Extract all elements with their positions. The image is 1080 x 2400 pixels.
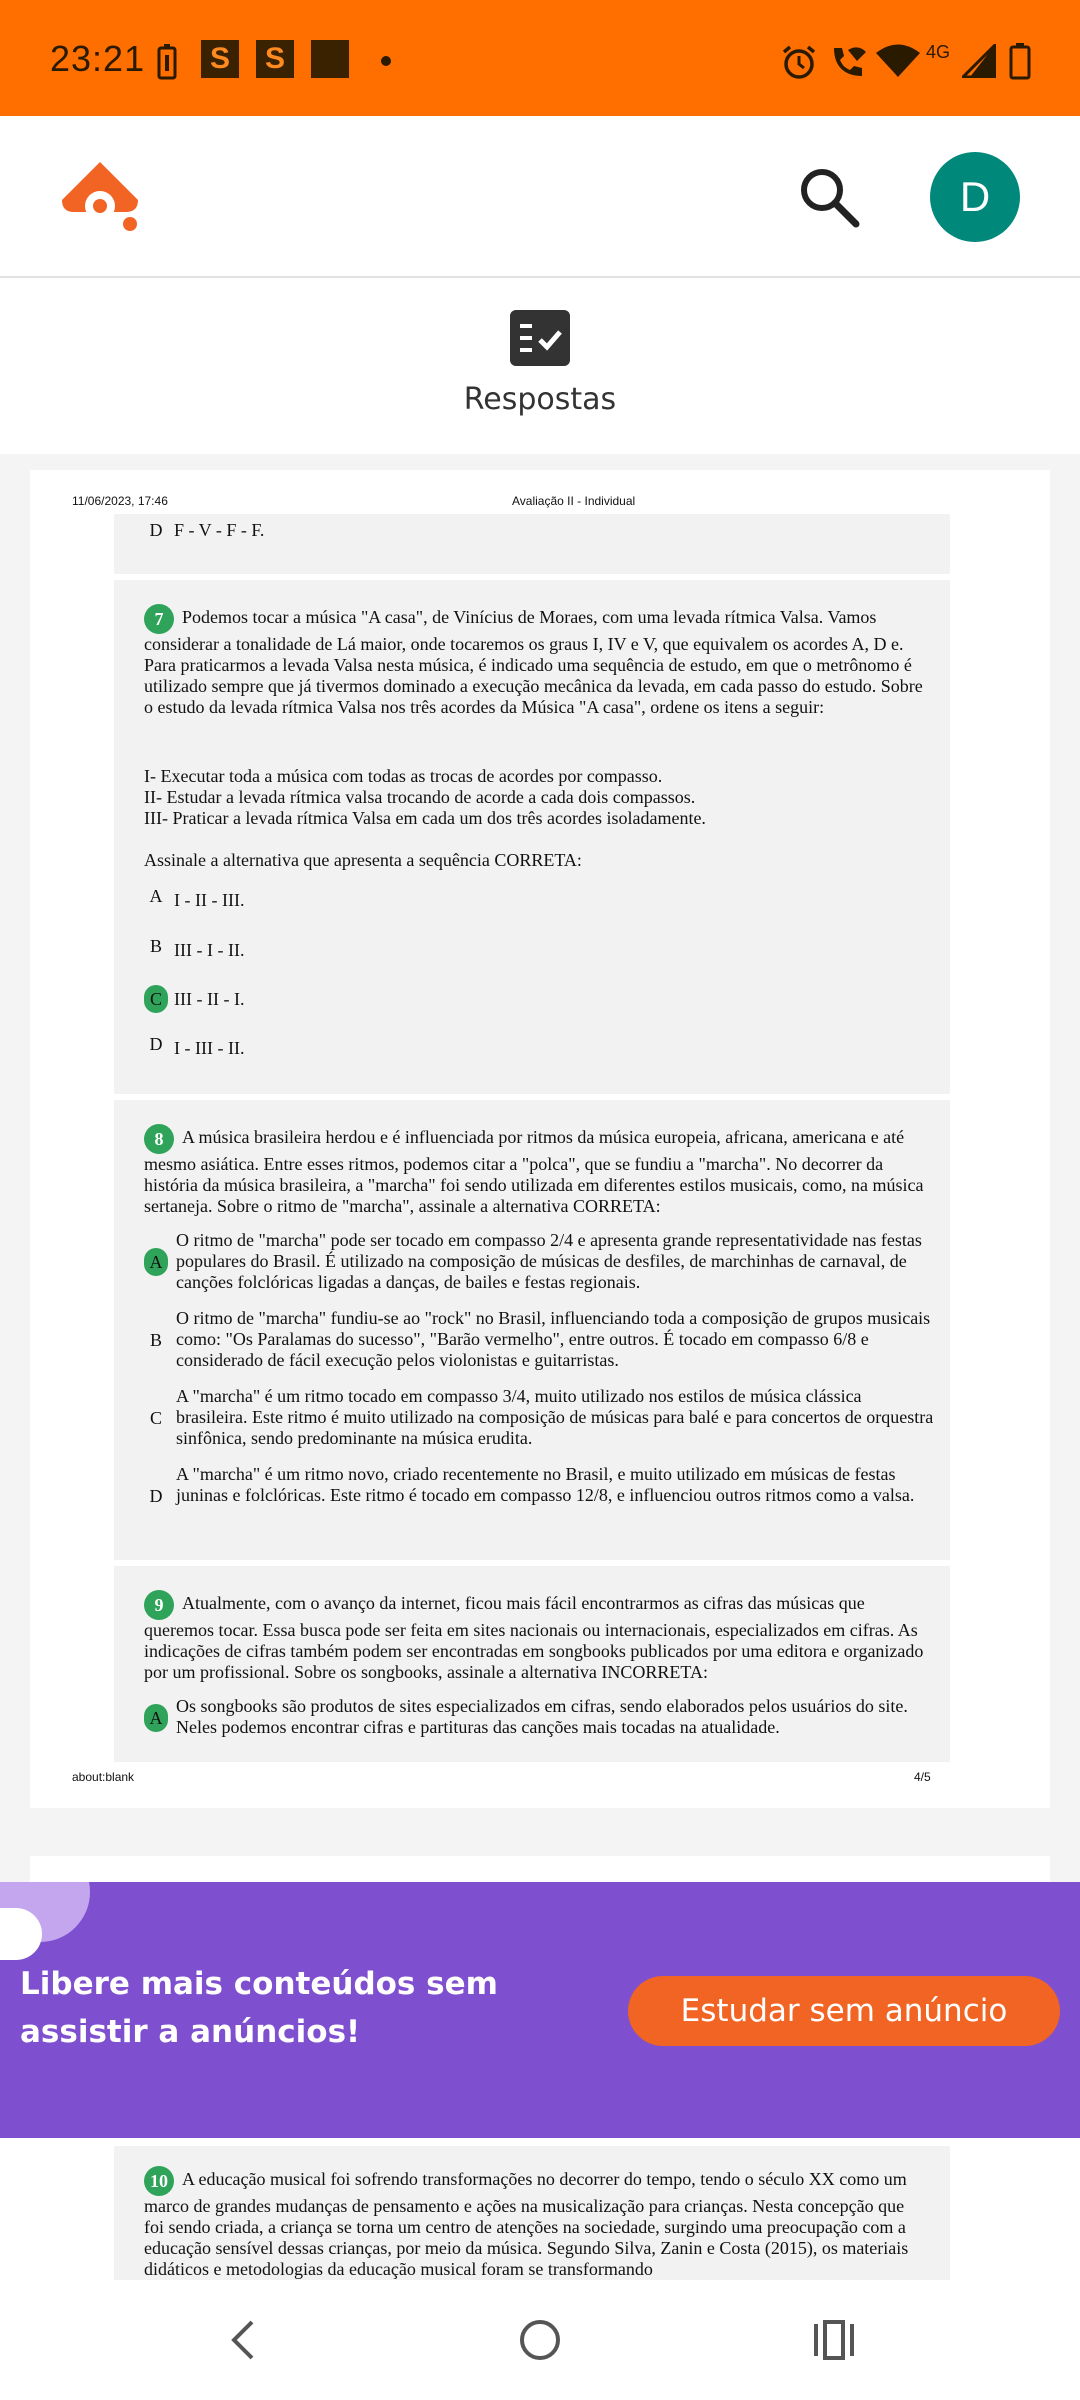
option-b bbox=[144, 1308, 934, 1374]
page-header-title: Avaliação II - Individual bbox=[512, 494, 636, 508]
option-letter: B bbox=[149, 1330, 162, 1350]
status-bar bbox=[0, 0, 1080, 116]
option-text: O ritmo de "marcha" pode ser tocado em compasso 2/4 e apresenta grande representatividade nas festas populares do Brasil. É utilizado na composição de músicas de desfiles, de marchinhas de carnaval, de canções folclóricas ligadas a danças, de bailes e festas regionais. bbox=[176, 1230, 922, 1292]
option-text: I - III - II. bbox=[174, 1038, 245, 1058]
page-footer-right: 4/5 bbox=[914, 1770, 931, 1784]
question-stem bbox=[144, 1590, 924, 1683]
correct-option-marker: C bbox=[144, 985, 168, 1013]
system-navigation-bar bbox=[0, 2280, 1080, 2400]
question-number-badge: 8 bbox=[144, 1124, 174, 1154]
app-header bbox=[0, 116, 1080, 278]
option-letter: D bbox=[149, 1486, 163, 1506]
alarm-icon bbox=[781, 44, 817, 80]
question-item: I- Executar toda a música com todas as trocas de acordes por compasso. bbox=[144, 766, 663, 786]
option-text: F - V - F - F. bbox=[174, 520, 265, 540]
study-without-ads-button[interactable]: Estudar sem anúncio bbox=[628, 1976, 1060, 2046]
home-icon[interactable] bbox=[518, 2318, 562, 2362]
question-6-tail bbox=[114, 514, 950, 574]
option-d bbox=[144, 1034, 934, 1064]
battery-icon bbox=[1009, 42, 1031, 80]
option-text: III - II - I. bbox=[174, 989, 245, 1009]
option-c bbox=[144, 1386, 934, 1452]
user-avatar[interactable]: D bbox=[930, 152, 1020, 242]
search-icon[interactable] bbox=[798, 166, 860, 228]
question-9 bbox=[114, 1566, 950, 1762]
page-header-date: 11/06/2023, 17:46 bbox=[72, 494, 168, 508]
option-text: A "marcha" é um ritmo novo, criado recentemente no Brasil, e muito utilizado em músicas de festas juninas e folclóricas. Este ritmo é tocado em compasso 12/8, e influenciou outros ritmos como a valsa. bbox=[176, 1464, 915, 1505]
option-text: III - I - II. bbox=[174, 940, 245, 960]
question-item: II- Estudar a levada rítmica valsa trocando de acorde a cada dois compassos. bbox=[144, 787, 696, 807]
wifi-call-icon bbox=[828, 42, 868, 82]
promo-banner bbox=[0, 1882, 1080, 2138]
option-text: A "marcha" é um ritmo tocado em compasso 3/4, muito utilizado nos estilos de música clássica brasileira. Este ritmo é muito utilizado na composição de músicas para balé e para concertos de orquestra sinfônica, sendo predominante na música erudita. bbox=[176, 1386, 934, 1448]
option-a-correct bbox=[144, 1230, 934, 1296]
question-items bbox=[144, 766, 924, 829]
option-text: I - II - III. bbox=[174, 890, 245, 910]
network-type: 4G bbox=[926, 42, 951, 62]
notification-s-icon: S bbox=[201, 40, 239, 78]
question-item: III- Praticar a levada rítmica Valsa em cada um dos três acordes isoladamente. bbox=[144, 808, 706, 828]
option-letter: D bbox=[149, 1034, 163, 1054]
question-stem bbox=[144, 604, 924, 718]
notification-square-icon bbox=[311, 40, 349, 78]
section-title: Respostas bbox=[463, 382, 617, 417]
question-stem bbox=[144, 2166, 924, 2280]
brand-logo[interactable] bbox=[58, 160, 142, 238]
question-7 bbox=[114, 580, 950, 1094]
question-number-badge: 7 bbox=[144, 604, 174, 634]
notification-s-icon-2: S bbox=[256, 40, 294, 78]
answers-section-header bbox=[0, 280, 1080, 454]
option-letter: D bbox=[149, 520, 163, 540]
document-page bbox=[30, 470, 1050, 1808]
question-text: A educação musical foi sofrendo transformações no decorrer do tempo, tendo o século XX como um marco de grandes mudanças de pensamento e ações na musicalização para crianças. Nesta concepção que foi sendo criada, a criança se torna um centro de atenções na sociedade, surgindo uma preocupação com a educação sensível dessas crianças, por meio da música. Segundo Silva, Zanin e Costa (2015), os materiais didáticos e metodologias da educação musical foram se transformando bbox=[144, 2169, 909, 2279]
page-footer-left: about:blank bbox=[72, 1770, 135, 1784]
question-stem bbox=[144, 1124, 924, 1217]
option-c-correct bbox=[144, 985, 934, 1015]
question-instruction: Assinale a alternativa que apresenta a sequência CORRETA: bbox=[144, 850, 582, 870]
option-text: Os songbooks são produtos de sites especializados em cifras, sendo elaborados pelos usuários do site. Neles podemos encontrar cifras e partituras das canções mais tocadas na atualidade. bbox=[176, 1696, 908, 1737]
option-letter: B bbox=[149, 936, 162, 956]
wifi-icon bbox=[876, 44, 920, 78]
more-notifications-dot-icon bbox=[381, 56, 391, 66]
correct-option-marker: A bbox=[144, 1248, 168, 1276]
question-8 bbox=[114, 1100, 950, 1560]
option-a-correct bbox=[144, 1696, 934, 1742]
option-a bbox=[144, 886, 934, 916]
checklist-icon bbox=[510, 310, 570, 366]
option-b bbox=[144, 936, 934, 966]
option-d bbox=[144, 1464, 934, 1530]
option-letter: C bbox=[149, 1408, 162, 1428]
correct-option-marker: A bbox=[144, 1704, 168, 1732]
status-time: 23:21 bbox=[50, 38, 146, 79]
question-text: Podemos tocar a música "A casa", de Vinícius de Moraes, com uma levada rítmica Valsa. Vamos considerar a tonalidade de Lá maior, onde tocaremos os graus I, IV e V, que equivalem os acordes A, D e. Para praticarmos a levada Valsa nesta música, é indicado uma sequência de estudo, em que o metrônomo é utilizado sempre que já tivermos dominado a execução mecânica da levada, em cada passo do estudo. Sobre o estudo da levada rítmica Valsa nos três acordes da Música "A casa", ordene os itens a seguir: bbox=[144, 607, 923, 717]
promo-text: Libere mais conteúdos sem assistir a anúncios! bbox=[20, 1966, 498, 2050]
question-number-badge: 9 bbox=[144, 1590, 174, 1620]
signal-icon bbox=[962, 44, 996, 78]
question-text: A música brasileira herdou e é influenciada por ritmos da música europeia, africana, americana e até mesmo asiática. Entre esses ritmos, podemos citar a "polca", que se fundiu a "marcha". No decorrer da história da música brasileira, a "marcha" foi sendo utilizada em diferentes estilos musicais, como, na música sertaneja. Sobre o ritmo de "marcha", assinale a alternativa CORRETA: bbox=[144, 1127, 924, 1216]
recents-icon[interactable] bbox=[812, 2320, 856, 2360]
question-number-badge: 10 bbox=[144, 2166, 174, 2196]
back-icon[interactable] bbox=[226, 2320, 260, 2360]
option-text: O ritmo de "marcha" fundiu-se ao "rock" no Brasil, influenciando toda a composição de grupos musicais como: "Os Paralamas do sucesso", "Barão vermelho", entre outros. É tocado em compasso 6/8 e considerado de fácil execução pelos violonistas e guitarristas. bbox=[176, 1308, 931, 1370]
question-text: Atualmente, com o avanço da internet, ficou mais fácil encontrarmos as cifras das músicas que queremos tocar. Essa busca pode ser feita em sites nacionais ou internacionais, especializados em cifras. As indicações de cifras também podem ser encontradas em songbooks publicados por uma editora e organizado por um profissional. Sobre os songbooks, assinale a alternativa INCORRETA: bbox=[144, 1593, 924, 1682]
battery-saver-icon bbox=[156, 44, 178, 80]
option-letter: A bbox=[149, 886, 163, 906]
